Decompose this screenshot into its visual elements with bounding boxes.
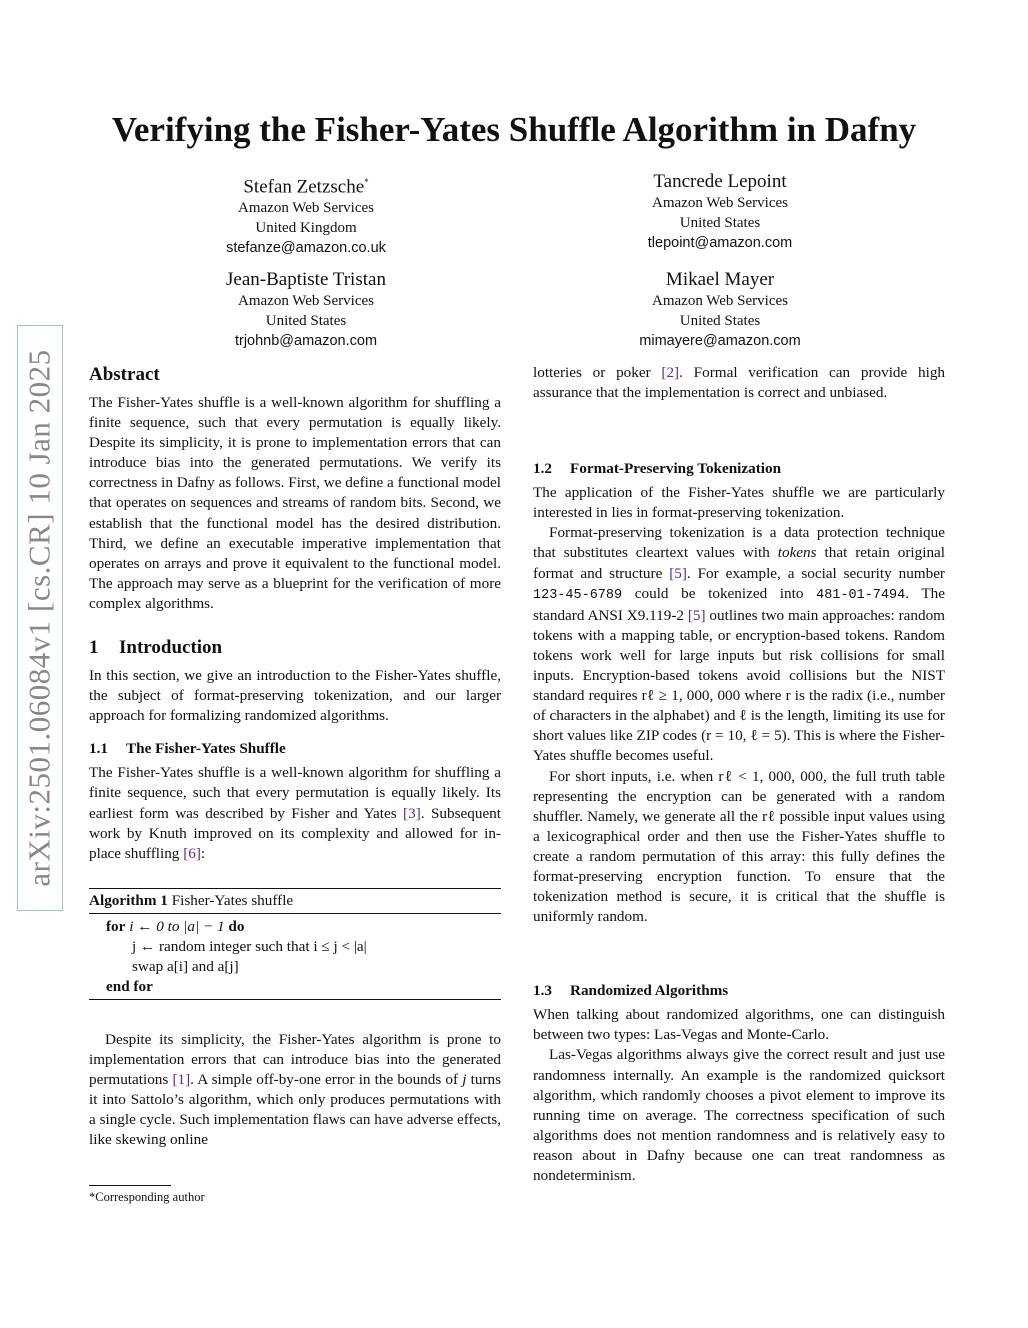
tokenization-paragraph: The application of the Fisher-Yates shuffle we are particularly interested in lies in format-preserving tokenization. [533,484,945,522]
author-affiliation: Amazon Web Services [652,195,788,211]
author-block [570,171,870,253]
tokenization-paragraph: Format-preserving tokenization is a data protection technique that substitutes cleartext values with tokens that retain original format and structure [5]. For example, a social security number 123-45-6789 could be tokenized into 481-01-7494. The standard ANSI X9.119-2 [5] outlines two main approaches: random tokens with a mapping table, or encryption-based tokens. Random tokens work well for large inputs but risk collisions for small inputs. Encryption-based tokens avoid collisions but the NIST standard requires rℓ ≥ 1, 000, 000 where r is the radix (i.e., number of characters in the alphabet) and ℓ is the length, limiting its use for short values like ZIP codes (r = 10, ℓ = 5). This is where the Fisher-Yates shuffle becomes useful. [533,524,946,765]
author-country: United States [679,313,761,329]
author-name: Jean-Baptiste Tristan [226,269,386,290]
algorithm-caption: Algorithm 1 Fisher-Yates shuffle [89,889,501,914]
citation-link[interactable]: [6] [183,844,201,862]
tokenization-paragraph: For short inputs, i.e. when rℓ < 1, 000, 000, the full truth table representing the encryption can be generated with a random shuffler. Namely, we generate all the rℓ possible input values using a lexicographical order and then use the Fisher-Yates shuffle to create a random permutation of this array: this fully defines the format-preserving encryption function. To ensure that the tokenization method is secure, it is critical that the shuffle is uniformly random. [533,767,945,926]
author-country: United States [679,215,761,231]
citation-link[interactable]: [5] [669,564,687,582]
algorithm-line: end for [106,977,153,995]
subsection-heading: 1.3 Randomized Algorithms [533,982,729,1000]
citation-link[interactable]: [3] [403,804,421,822]
author-name: Tancrede Lepoint [653,171,787,192]
left-column [89,363,501,1150]
abstract-text: The Fisher-Yates shuffle is a well-known algorithm for shuffling a finite sequence, such that every permutation is equally likely. Despite its simplicity, it is prone to implementation errors that can introduce bias into the generated permutations. We verify its correctness in Dafny as follows. First, we define a functional model that operates on sequences and streams of random bits. Second, we establish that the functional model has the desired distribution. Third, we define an executable imperative implementation that operates on arrays and prove it equivalent to the functional model. The approach may serve as a blueprint for the verification of more complex algorithms. [89,394,501,612]
author-name: Stefan Zetzsche* [243,176,369,198]
author-email: trjohnb@amazon.com [234,333,378,349]
algorithm-line: for i ← 0 to |a| − 1 do [106,917,245,935]
author-block [156,269,456,351]
intro-text: In this section, we give an introduction to the Fisher-Yates shuffle, the subject of format-preserving tokenization, and our larger approach for formalizing randomized algorithms. [89,667,501,725]
author-country: United Kingdom [255,220,357,237]
paper-title: Verifying the Fisher-Yates Shuffle Algorithm in Dafny [111,110,917,149]
citation-link[interactable]: [2] [661,364,680,381]
section-heading: 1 Introduction [89,637,223,659]
algorithm-box [89,888,501,1000]
arxiv-stamp [17,325,63,911]
author-name: Mikael Mayer [665,269,775,290]
author-email: mimayere@amazon.com [639,333,801,349]
abstract-heading: Abstract [89,364,160,385]
continued-paragraph: lotteries or poker [2]. Formal verification can provide high assurance that the implementation is correct and unbiased. [533,364,946,402]
footnote: *Corresponding author [89,1190,205,1204]
after-algorithm-paragraph: Despite its simplicity, the Fisher-Yates algorithm is prone to implementation errors that can introduce bias into the generated permutations [1]. A simple off-by-one error in the bounds of j turns it into Sattolo’s algorithm, which only produces permutations with a single cycle. Such implementation flaws can have adverse effects, like skewing online [89,1030,501,1149]
author-block [156,171,456,258]
author-email: tlepoint@amazon.com [647,235,793,251]
author-affiliation: Amazon Web Services [652,293,788,309]
author-affiliation: Amazon Web Services [238,293,374,309]
citation-link[interactable]: [1] [172,1071,191,1089]
fisher-yates-paragraph: The Fisher-Yates shuffle is a well-known algorithm for shuffling a finite sequence, such that every permutation is equally likely. Its earliest form was described by Fisher and Yates [3]. Subsequent work by Knuth improved on its complexity and allowed for in-place shuffling [6]: [89,764,501,862]
randomized-paragraph: Las-Vegas algorithms always give the correct result and just use randomness internally. An example is the randomized quicksort algorithm, which randomly chooses a pivot element to improve its running time on average. The correctness specification of such algorithms does not mention randomness and is relatively easy to reason about in Dafny because one can treat randomness as nondeterminism. [533,1046,945,1184]
author-block [570,269,870,351]
algorithm-body [89,914,501,999]
right-column [533,363,945,1186]
algorithm-line: swap a[i] and a[j] [132,957,239,975]
footnote-rule [89,1185,171,1186]
subsection-heading: 1.2 Format-Preserving Tokenization [533,460,782,478]
author-country: United States [265,313,347,329]
algorithm-line: j ← random integer such that i ≤ j < |a| [132,937,367,955]
author-email: stefanze@amazon.co.uk [226,240,386,257]
citation-link[interactable]: [5] [687,606,706,624]
subsection-heading: 1.1 The Fisher-Yates Shuffle [89,740,286,758]
author-affiliation: Amazon Web Services [238,200,374,217]
randomized-paragraph: When talking about randomized algorithms, one can distinguish between two types: Las-Vegas and Monte-Carlo. [533,1006,945,1044]
arxiv-stamp-text: arXiv:2501.06084v1 [cs.CR] 10 Jan 2025 [22,349,57,887]
